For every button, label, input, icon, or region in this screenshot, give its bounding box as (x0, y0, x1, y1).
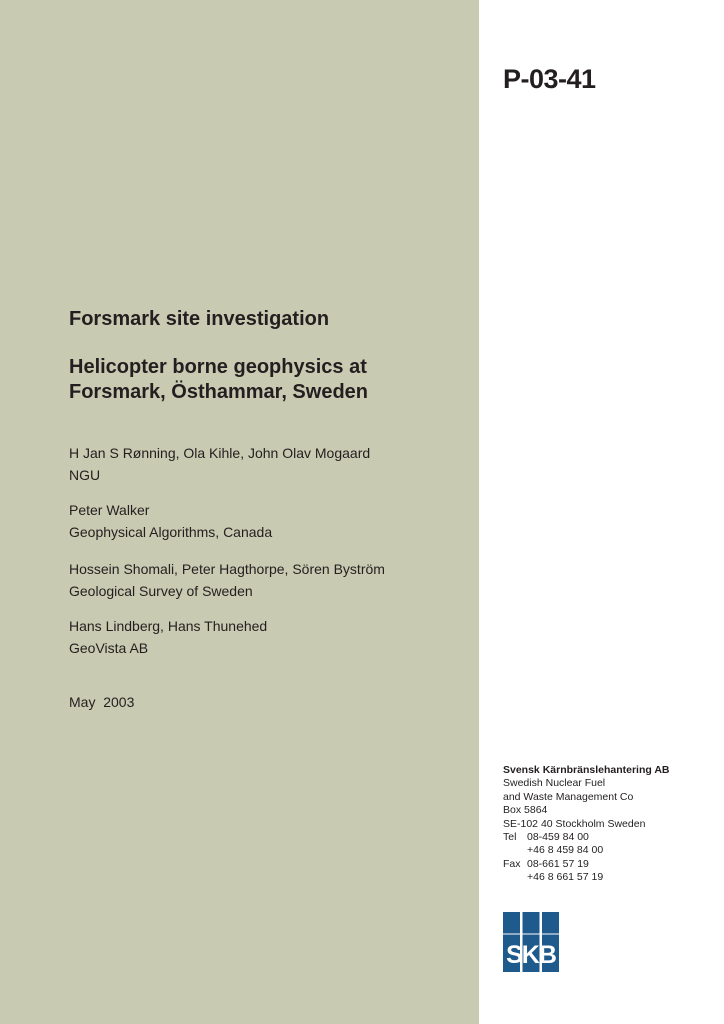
tel-label: Tel (503, 831, 517, 844)
fax-label: Fax (503, 857, 521, 870)
author-names: H Jan S Rønning, Ola Kihle, John Olav Mogaard (69, 445, 371, 461)
series-title: Forsmark site investigation (69, 308, 330, 330)
address-line: and Waste Management Co (503, 790, 634, 803)
author-names: Hans Lindberg, Hans Thunehed (69, 618, 268, 634)
author-names: Peter Walker (69, 502, 150, 518)
author-group-3 (69, 558, 385, 602)
skb-logo (503, 912, 559, 972)
author-affiliation: NGU (69, 467, 101, 483)
tel-row-intl (503, 844, 670, 857)
report-title (69, 355, 469, 405)
publication-date: May 2003 (69, 694, 135, 710)
author-group-1 (69, 442, 370, 486)
tel-row (503, 831, 670, 844)
author-group-2 (69, 499, 272, 543)
address-line: Box 5864 (503, 804, 548, 817)
author-affiliation: Geological Survey of Sweden (69, 583, 253, 599)
author-affiliation: GeoVista AB (69, 640, 149, 656)
fax-number-intl: +46 8 661 57 19 (527, 871, 604, 884)
tel-number: 08-459 84 00 (527, 831, 589, 844)
address-line: Swedish Nuclear Fuel (503, 777, 606, 790)
publisher-address (503, 764, 670, 885)
fax-row (503, 858, 670, 871)
fax-number: 08-661 57 19 (527, 857, 589, 870)
fax-row-intl (503, 871, 670, 884)
svg-text:SKB: SKB (506, 941, 556, 969)
tel-number-intl: +46 8 459 84 00 (527, 844, 604, 857)
address-line: SE-102 40 Stockholm Sweden (503, 817, 646, 830)
report-number: P-03-41 (503, 64, 596, 94)
publisher-name: Svensk Kärnbränslehantering AB (503, 764, 670, 776)
author-group-4 (69, 615, 267, 659)
report-title-line-1: Helicopter borne geophysics at (69, 356, 367, 378)
author-names: Hossein Shomali, Peter Hagthorpe, Sören Byström (69, 561, 385, 577)
author-affiliation: Geophysical Algorithms, Canada (69, 524, 273, 540)
report-title-line-2: Forsmark, Östhammar, Sweden (69, 381, 369, 403)
